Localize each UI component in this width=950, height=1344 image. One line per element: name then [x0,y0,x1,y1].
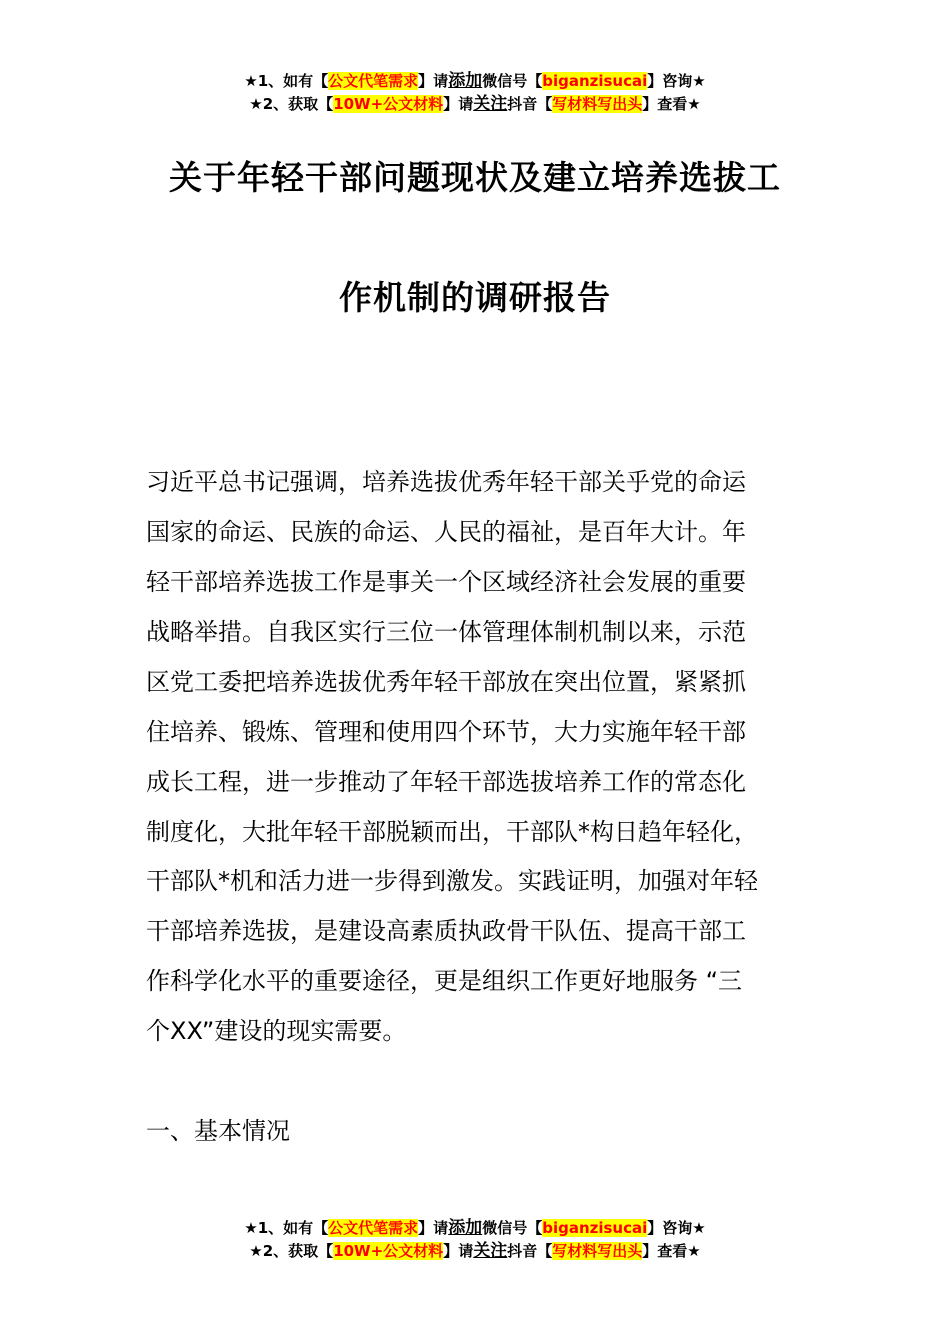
promo-line-2 [0,93,950,116]
promo-highlight: 10W+公文材料 [333,1242,444,1260]
promo-text: 抖音【 [507,1242,553,1260]
promo-text: 】请 [443,1242,474,1260]
promo-text: 】请 [418,72,449,90]
promo-underline: 添加 [448,71,483,91]
body-line: 住培养、锻炼、管理和使用四个环节，大力实施年轻干部 [146,718,746,746]
body-line: 区党工委把培养选拔优秀年轻干部放在突出位置，紧紧抓 [146,668,746,696]
promo-highlight: 写材料写出头 [552,1242,643,1260]
promo-text: 】请 [443,95,474,113]
section-heading: 一、基本情况 [146,1117,290,1145]
promo-text: 微信号【 [482,72,543,90]
promo-text: 】咨询★ [647,72,706,90]
promo-line-1 [0,1217,950,1240]
document-title-line-2: 作机制的调研报告 [339,278,611,317]
body-line: 成长工程，进一步推动了年轻干部选拔培养工作的常态化 [146,768,746,796]
promo-underline: 关注 [473,94,508,114]
promo-text: 】请 [418,1219,449,1237]
promo-text: 微信号【 [482,1219,543,1237]
promo-highlight: 公文代笔需求 [328,72,419,90]
promo-text: ★1、如有【 [244,72,329,90]
promo-underline: 添加 [448,1218,483,1238]
promo-highlight: biganzisucai [542,1219,648,1237]
body-line: 习近平总书记强调，培养选拔优秀年轻干部关乎党的命运 [146,468,746,496]
promo-text: 】咨询★ [647,1219,706,1237]
body-line: 作科学化水平的重要途径，更是组织工作更好地服务 “三 [146,967,743,995]
body-line: 国家的命运、民族的命运、人民的福祉，是百年大计。年 [146,518,746,546]
document-title-line-1: 关于年轻干部问题现状及建立培养选拔工 [169,158,781,197]
promo-banner-top [0,70,950,116]
body-line: 战略举措。自我区实行三位一体管理体制机制以来，示范 [146,618,746,646]
body-line: 个XX”建设的现实需要。 [146,1017,407,1045]
promo-highlight: 10W+公文材料 [333,95,444,113]
body-line: 干部培养选拔，是建设高素质执政骨干队伍、提高干部工 [146,917,746,945]
promo-underline: 关注 [473,1241,508,1261]
body-line: 干部队*机和活力进一步得到激发。实践证明，加强对年轻 [146,867,758,895]
body-line: 制度化，大批年轻干部脱颖而出，干部队*构日趋年轻化， [146,818,758,846]
promo-highlight: 写材料写出头 [552,95,643,113]
promo-text: 】查看★ [642,1242,701,1260]
body-line: 轻干部培养选拔工作是事关一个区域经济社会发展的重要 [146,568,746,596]
promo-text: 】查看★ [642,95,701,113]
promo-text: ★1、如有【 [244,1219,329,1237]
promo-text: 抖音【 [507,95,553,113]
promo-highlight: biganzisucai [542,72,648,90]
promo-highlight: 公文代笔需求 [328,1219,419,1237]
promo-text: ★2、获取【 [249,95,334,113]
promo-line-1 [0,70,950,93]
promo-line-2 [0,1240,950,1263]
promo-text: ★2、获取【 [249,1242,334,1260]
promo-banner-bottom [0,1217,950,1263]
